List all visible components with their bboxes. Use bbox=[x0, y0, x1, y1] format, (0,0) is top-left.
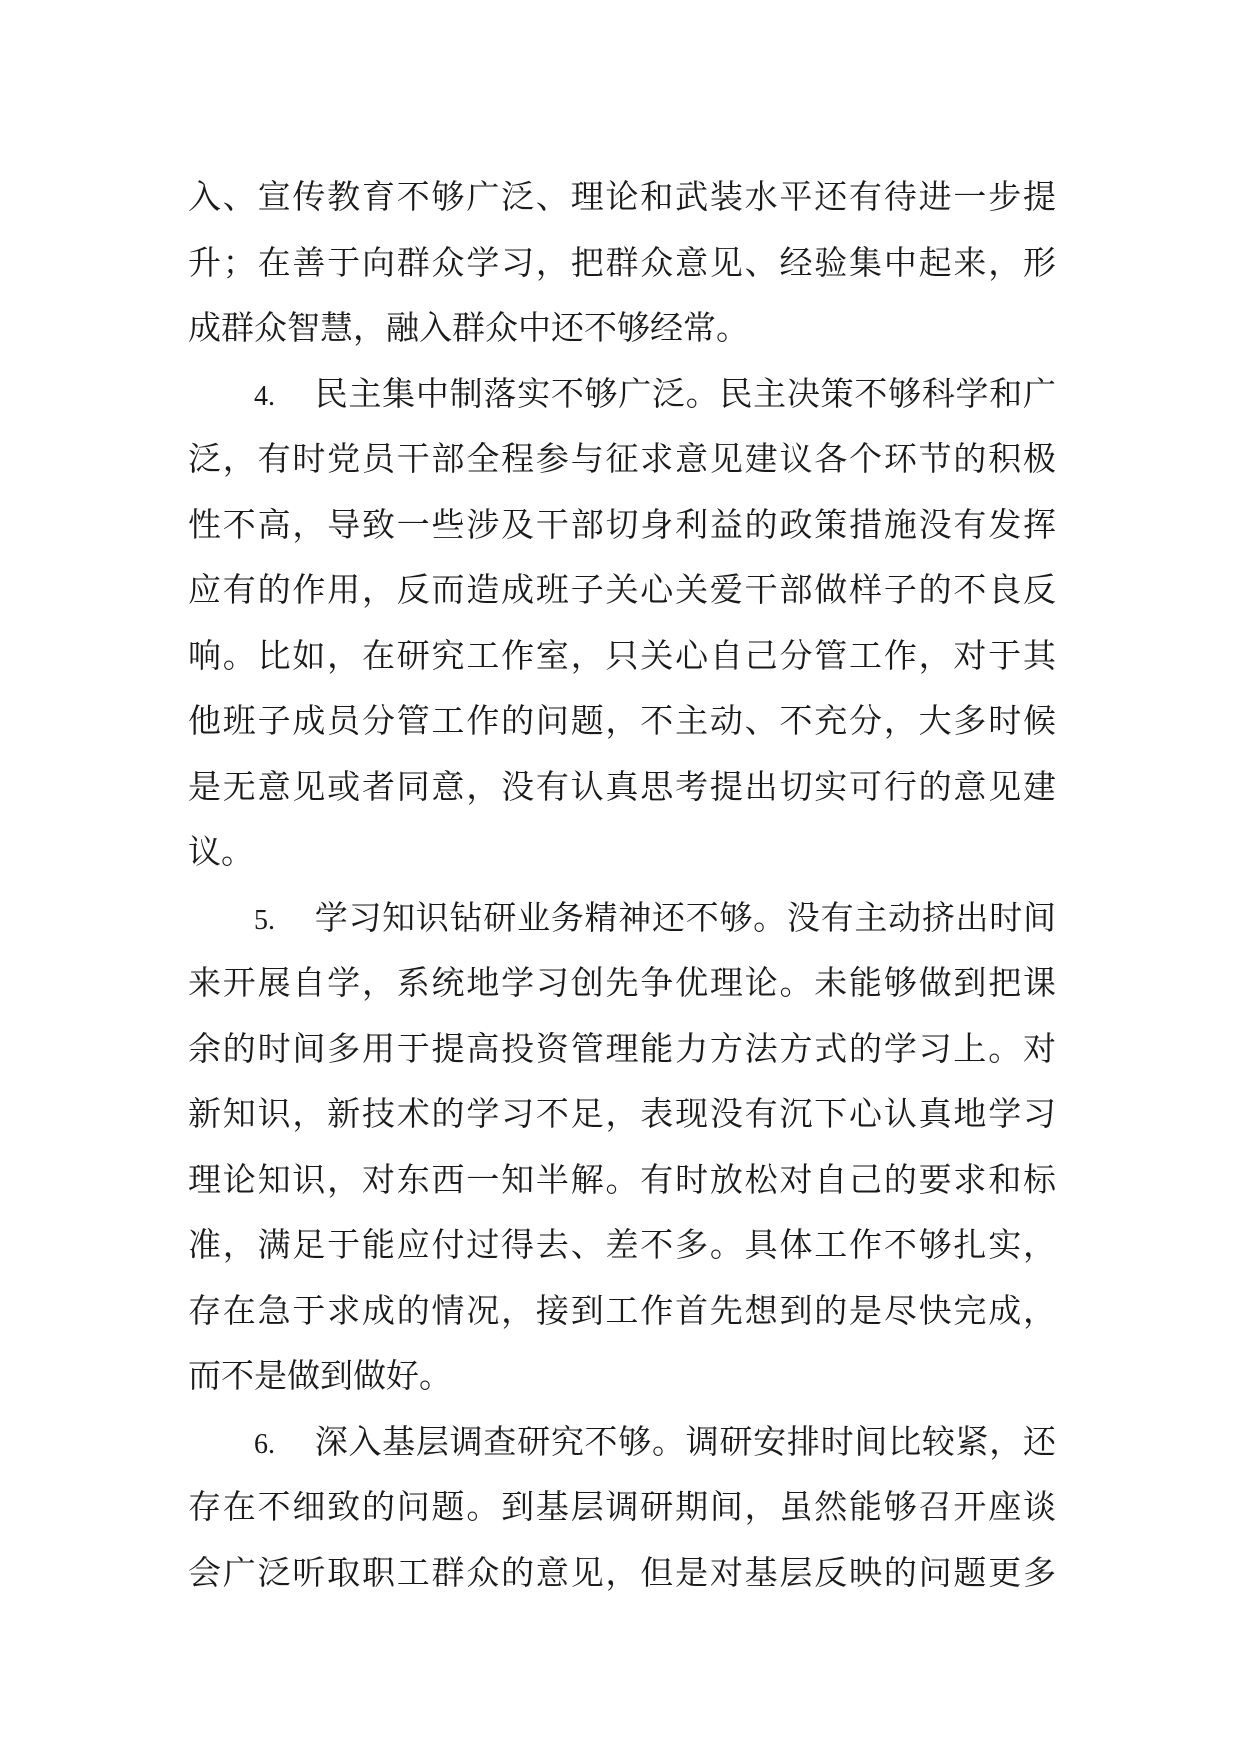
text-line: 议。 bbox=[188, 832, 254, 871]
text-line-content: 深入基层调查研究不够。调研安排时间比较紧，还 bbox=[314, 1421, 1056, 1461]
text-line-first bbox=[188, 1409, 1056, 1475]
list-number: 5. bbox=[254, 904, 275, 936]
text-line: 准，满足于能应付过得去、差不多。具体工作不够扎实， bbox=[188, 1225, 1056, 1264]
text-line-content: 民主集中制落实不够广泛。民主决策不够科学和广 bbox=[314, 373, 1056, 413]
text-line: 他班子成员分管工作的问题，不主动、不充分，大多时候 bbox=[188, 701, 1056, 740]
text-line: 理论知识，对东西一知半解。有时放松对自己的要求和标 bbox=[188, 1159, 1056, 1199]
text-line: 新知识，新技术的学习不足，表现没有沉下心认真地学习 bbox=[188, 1094, 1056, 1133]
text-line: 余的时间多用于提高投资管理能力方法方式的学习上。对 bbox=[188, 1028, 1056, 1068]
text-line: 响。比如，在研究工作室，只关心自己分管工作，对于其 bbox=[188, 635, 1056, 675]
text-line: 存在不细致的问题。到基层调研期间，虽然能够召开座谈 bbox=[188, 1487, 1056, 1526]
list-number: 4. bbox=[254, 380, 275, 412]
text-line: 应有的作用，反而造成班子关心关爱干部做样子的不良反 bbox=[188, 570, 1056, 609]
text-line: 性不高，导致一些涉及干部切身利益的政策措施没有发挥 bbox=[188, 504, 1056, 544]
text-line: 而不是做到做好。 bbox=[188, 1356, 452, 1395]
text-line-first bbox=[188, 885, 1056, 951]
text-line: 成群众智慧，融入群众中还不够经常。 bbox=[188, 308, 749, 347]
text-line: 入、宣传教育不够广泛、理论和武装水平还有待进一步提 bbox=[188, 177, 1056, 216]
paragraph-continuation bbox=[188, 164, 1056, 361]
text-line: 是无意见或者同意，没有认真思考提出切实可行的意见建 bbox=[188, 766, 1056, 806]
text-line: 会广泛听取职工群众的意见，但是对基层反映的问题更多 bbox=[188, 1552, 1056, 1592]
document-body bbox=[188, 164, 1056, 1605]
text-line: 升；在善于向群众学习，把群众意见、经验集中起来，形 bbox=[188, 242, 1056, 282]
text-line: 来开展自学，系统地学习创先争优理论。未能够做到把课 bbox=[188, 963, 1056, 1002]
list-number: 6. bbox=[254, 1428, 275, 1460]
paragraph-item-6 bbox=[188, 1409, 1056, 1606]
text-line: 存在急于求成的情况，接到工作首先想到的是尽快完成， bbox=[188, 1290, 1056, 1330]
paragraph-item-5 bbox=[188, 885, 1056, 1409]
text-line-first bbox=[188, 361, 1056, 427]
paragraph-item-4 bbox=[188, 361, 1056, 885]
text-line: 泛，有时党员干部全程参与征求意见建议各个环节的积极 bbox=[188, 439, 1056, 478]
text-line-content: 学习知识钻研业务精神还不够。没有主动挤出时间 bbox=[314, 897, 1056, 937]
